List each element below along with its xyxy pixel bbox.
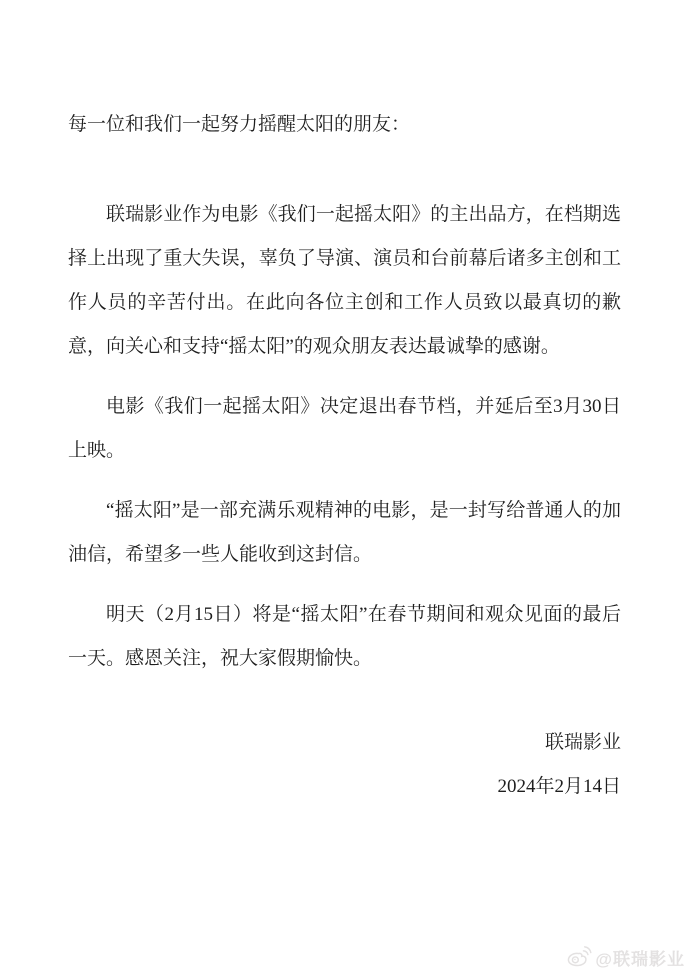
letter-body — [68, 103, 621, 809]
weibo-icon — [566, 944, 592, 970]
salutation: 每一位和我们一起努力摇醒太阳的朋友： — [68, 114, 411, 135]
body-paragraph: 明天（2月15日）将是“摇太阳”在春节期间和观众见面的最后一天。感恩关注，祝大家假期愉快。 — [68, 604, 621, 669]
body-paragraph: “摇太阳”是一部充满乐观精神的电影，是一封写给普通人的加油信，希望多一些人能收到这封信。 — [68, 500, 621, 565]
date-line: 2024年2月14日 — [497, 776, 621, 797]
body-paragraph: 电影《我们一起摇太阳》决定退出春节档，并延后至3月30日上映。 — [68, 396, 621, 461]
body-paragraph: 联瑞影业作为电影《我们一起摇太阳》的主出品方，在档期选择上出现了重大失误，辜负了导演、演员和台前幕后诸多主创和工作人员的辛苦付出。在此向各位主创和工作人员致以最真切的歉意，向关心和支持“摇太阳”的观众朋友表达最诚挚的感谢。 — [68, 204, 621, 357]
signature: 联瑞影业 — [544, 732, 621, 753]
watermark-handle: @联瑞影业 — [595, 949, 685, 969]
watermark — [566, 944, 685, 970]
